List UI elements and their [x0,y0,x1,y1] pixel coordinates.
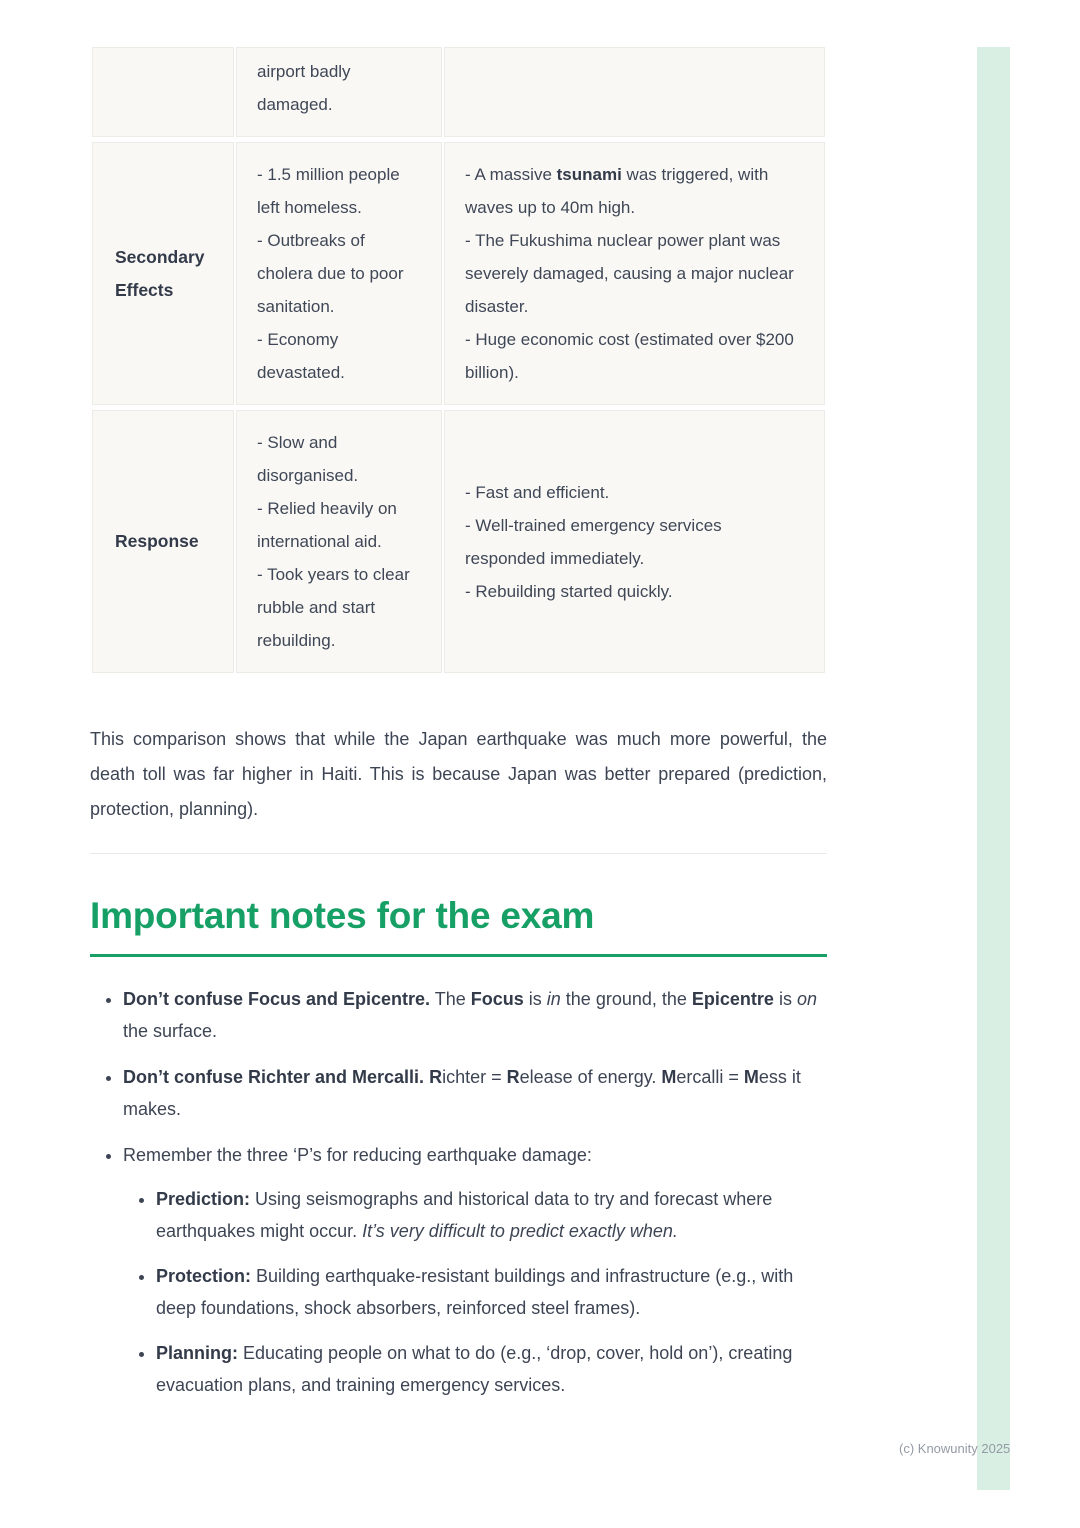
note-bold: Focus [470,989,524,1009]
note-text: Remember the three ‘P’s for reducing earthquake damage: [123,1145,592,1165]
copyright-note: (c) Knowunity 2025 [899,1441,1011,1456]
note-bold: R [429,1067,443,1087]
section-divider [90,853,827,854]
page-content [90,42,827,1415]
note-text: Using seismographs and historical data to try and forecast where earthquakes might occur. [156,1189,773,1241]
cell-text [465,158,804,224]
table-row-secondary-effects [92,142,825,405]
three-ps-sublist [123,1183,827,1401]
cell-text: - Well-trained emergency services responded immediately. [465,515,722,568]
note-bold: Protection: [156,1266,252,1286]
exam-notes-list [90,983,827,1401]
note-text: ichter = [442,1067,507,1087]
cell-text: - Economy devastated. [257,330,345,382]
note-subitem-prediction [156,1183,827,1247]
note-italic: It’s very difficult to predict exactly when. [362,1221,678,1241]
cell-text: airport badly damaged. [257,62,351,114]
row-label-cell-empty [92,47,234,137]
note-item-focus-epicentre [123,983,827,1047]
note-bold: Epicentre [691,989,774,1009]
note-text: ess it makes. [123,1067,801,1119]
note-text: the ground, the [560,989,692,1009]
japan-cell-response [444,410,825,673]
note-bold: Prediction: [156,1189,251,1209]
note-bold: R [506,1067,520,1087]
note-subitem-planning [156,1337,827,1401]
japan-cell-secondary [444,142,825,405]
note-text: ercalli = [676,1067,744,1087]
table-row-response [92,410,825,673]
note-bold: Don’t confuse Richter and Mercalli. [123,1067,425,1087]
summary-paragraph: This comparison shows that while the Japan earthquake was much more powerful, the death toll was far higher in Haiti. This is because Japan was better prepared (prediction, protection, planning). [90,729,827,819]
note-text: elease of energy. [519,1067,662,1087]
cell-text: - Rebuilding started quickly. [465,581,673,601]
heading-underline [90,954,827,957]
note-italic: on [796,989,817,1009]
row-label-response: Response [92,410,234,673]
note-bold: M [743,1067,759,1087]
comparison-table [90,42,827,678]
cell-text: - The Fukushima nuclear power plant was severely damaged, causing a major nuclear disaster. [465,231,794,316]
cell-text-segment: - A massive [465,165,557,184]
note-bold: Planning: [156,1343,238,1363]
haiti-cell-response [236,410,442,673]
note-bold: Don’t confuse Focus and Epicentre. [123,989,431,1009]
note-bold: M [661,1067,677,1087]
note-item-richter-mercalli [123,1061,827,1125]
section-heading: Important notes for the exam [90,895,595,936]
page-edge-strip [977,47,1010,1490]
row-label-secondary-effects: Secondary Effects [92,142,234,405]
note-text: the surface. [123,1021,218,1041]
cell-text-segment: was triggered, with waves up to 40m high. [465,165,769,217]
note-text: is [773,989,797,1009]
cell-text: - Relied heavily on international aid. [257,499,397,551]
note-text: is [523,989,547,1009]
note-italic: in [546,989,561,1009]
japan-cell-partial [444,47,825,137]
cell-text: - Slow and disorganised. [257,433,359,485]
cell-text: - Outbreaks of cholera due to poor sanitation. [257,231,404,316]
cell-text: - Took years to clear rubble and start rebuilding. [257,565,410,650]
note-item-three-ps [123,1139,827,1401]
cell-text-bold: tsunami [556,165,622,184]
note-text: Building earthquake-resistant buildings and infrastructure (e.g., with deep foundations, shock absorbers, reinforced steel frames). [156,1266,794,1318]
note-text: Educating people on what to do (e.g., ‘drop, cover, hold on’), creating evacuation plans, and training emergency services. [156,1343,793,1395]
cell-text: - Huge economic cost (estimated over $200 billion). [465,330,794,382]
cell-text: - Fast and efficient. [465,482,610,502]
table-row-partial [92,47,825,137]
haiti-cell-partial [236,47,442,137]
haiti-cell-secondary [236,142,442,405]
cell-text: - 1.5 million people left homeless. [257,165,400,217]
note-text: The [430,989,471,1009]
note-subitem-protection [156,1260,827,1324]
